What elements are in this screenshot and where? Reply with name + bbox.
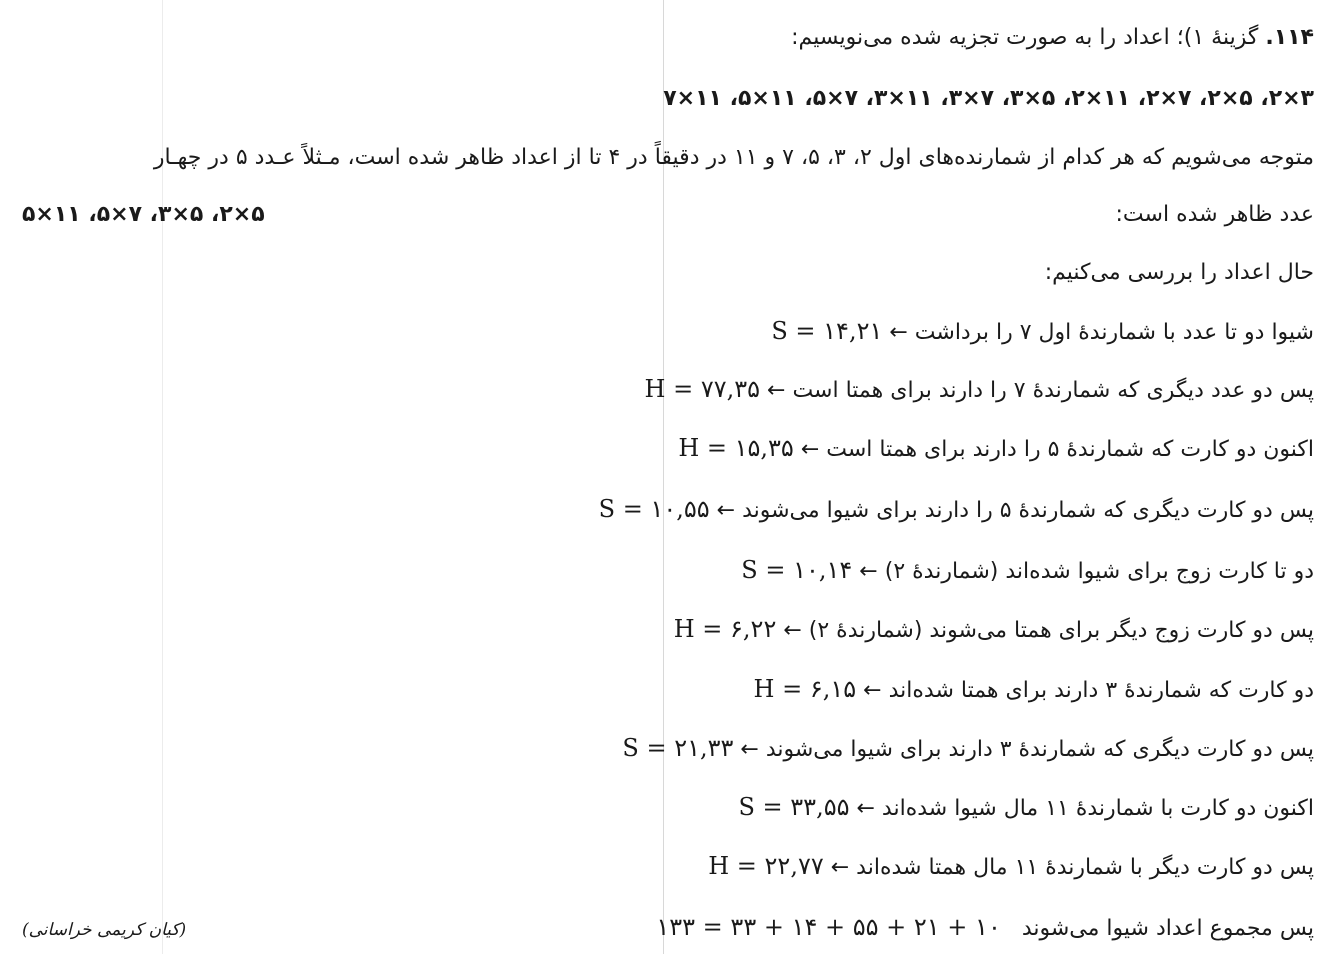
step-result: H = ۷۷,۳۵ (644, 375, 761, 403)
step-line (738, 792, 1314, 824)
step-result: S = ۳۳,۵۵ (738, 793, 850, 821)
step-result: S = ۲۱,۳۳ (622, 734, 734, 762)
check-intro: حال اعداد را بررسی می‌کنیم: (1044, 260, 1314, 285)
author-credit: (کیان کریمی خراسانی) (22, 920, 187, 940)
step-text: پس دو کارت زوج دیگر برای همتا می‌شوند (شمارندهٔ ۲) ← (783, 618, 1314, 643)
question-header-text: گزینهٔ ۱)؛ اعداد را به صورت تجزیه شده می‌نویسیم: (791, 25, 1259, 50)
sum-line (656, 912, 1314, 944)
step-result: H = ۶,۱۵ (753, 675, 857, 703)
sum-equation: ۱۰ + ۲۱ + ۵۵ + ۱۴ + ۳۳ = ۱۳۳ (656, 913, 1001, 941)
step-result: H = ۲۲,۷۷ (708, 852, 824, 880)
step-line (674, 614, 1314, 646)
step-text: پس دو کارت دیگری که شمارندهٔ ۵ را دارند برای شیوا می‌شوند ← (716, 498, 1314, 523)
step-line (754, 674, 1314, 706)
step-text: اکنون دو کارت که شمارندهٔ ۵ را دارند برای همتا است ← (800, 437, 1314, 462)
step-line (741, 555, 1314, 587)
step-line (645, 374, 1314, 406)
step-line (771, 316, 1314, 348)
step-line (708, 851, 1314, 883)
question-header (791, 23, 1314, 53)
step-text: دو تا کارت زوج برای شیوا شده‌اند (شمارندهٔ ۲) ← (859, 559, 1314, 584)
step-text: دو کارت که شمارندهٔ ۳ دارند برای همتا شده‌اند ← (863, 678, 1314, 703)
step-result: S = ۱۴,۲۱ (771, 317, 883, 345)
step-text: شیوا دو تا عدد با شمارندهٔ اول ۷ را برداشت ← (889, 320, 1314, 345)
factorization-list: ۷×۱۱ ،۵×۱۱ ،۵×۷ ،۳×۱۱ ،۳×۷ ،۳×۵ ،۲×۱۱ ،۲×۷ ،۲×۵ ،۲×۳ (663, 86, 1314, 111)
paragraph-line-2-numbers: ۵×۱۱ ،۵×۷ ،۳×۵ ،۲×۵ (22, 202, 265, 227)
step-text: اکنون دو کارت با شمارندهٔ ۱۱ مال شیوا شده‌اند ← (856, 796, 1314, 821)
step-line (678, 433, 1314, 465)
step-text: پس دو کارت دیگر با شمارندهٔ ۱۱ مال همتا شده‌اند ← (830, 855, 1314, 880)
step-result: H = ۶,۲۲ (673, 615, 777, 643)
step-line (622, 733, 1314, 765)
sum-text: پس مجموع اعداد شیوا می‌شوند (1021, 916, 1314, 941)
step-line (599, 494, 1314, 526)
step-text: پس دو کارت دیگری که شمارندهٔ ۳ دارند برای شیوا می‌شوند ← (740, 737, 1314, 762)
step-result: S = ۱۰,۵۵ (598, 495, 710, 523)
step-text: پس دو عدد دیگری که شمارندهٔ ۷ را دارند برای همتا است ← (767, 378, 1314, 403)
question-number: ۱۱۴. (1265, 25, 1314, 50)
step-result: H = ۱۵,۳۵ (678, 434, 794, 462)
paragraph-line-1: متوجه می‌شویم که هر کدام از شمارنده‌های اول ۲، ۳، ۵، ۷ و ۱۱ در دقیقاً در ۴ تا از اعداد ظاهر شده است، مـثلاً عـدد ۵ در چهـار (153, 145, 1314, 170)
step-result: S = ۱۰,۱۴ (741, 556, 853, 584)
paragraph-line-2-text: عدد ظاهر شده است: (1115, 202, 1314, 227)
